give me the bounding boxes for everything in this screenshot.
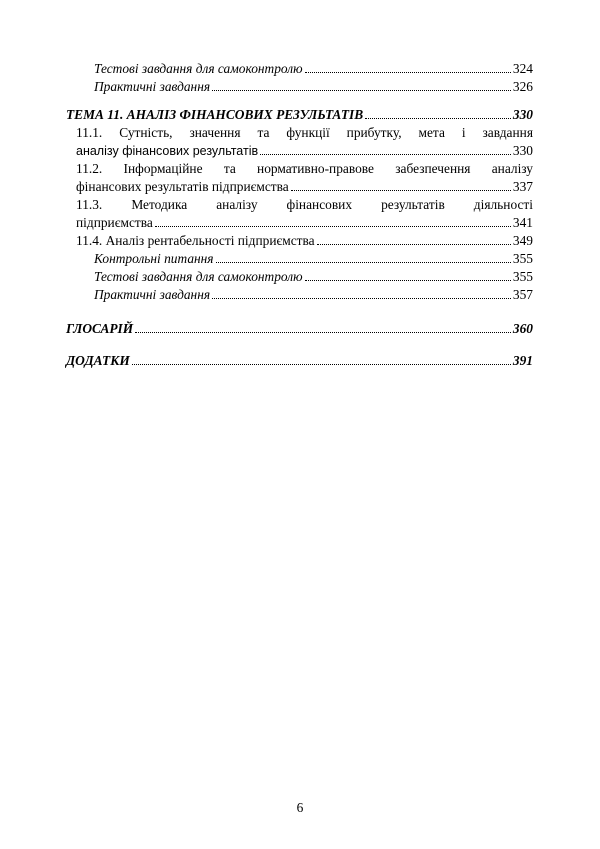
glossary-page: 360 <box>512 321 533 336</box>
section-page: 341 <box>512 215 533 230</box>
toc-entry-page: 326 <box>512 79 533 94</box>
section-title-line1: 11.3. Методика аналізу фінансових результатів діяльності <box>76 197 533 212</box>
dot-leader <box>291 190 511 191</box>
page-number: 6 <box>296 800 304 815</box>
toc-section-11-4[interactable] <box>66 232 533 250</box>
section-title: 11.4. Аналіз рентабельності підприємства <box>76 233 315 248</box>
toc-entry-page: 355 <box>512 269 533 284</box>
section-page: 337 <box>512 179 533 194</box>
dot-leader <box>216 262 511 263</box>
toc-entry[interactable] <box>66 250 533 268</box>
section-title-line2: підприємства <box>76 215 153 230</box>
toc-entry-title: Практичні завдання <box>94 79 211 94</box>
toc-glossary[interactable] <box>66 320 533 338</box>
toc-entry-title: Тестові завдання для самоконтролю <box>94 61 303 76</box>
section-page: 330 <box>512 143 533 158</box>
dot-leader <box>305 280 511 281</box>
chapter-page: 330 <box>512 107 533 122</box>
section-title-line1: 11.1. Сутність, значення та функції прибутку, мета і завдання <box>76 125 533 140</box>
toc-entry[interactable] <box>66 268 533 286</box>
dot-leader <box>132 364 511 365</box>
chapter-title: ТЕМА 11. АНАЛІЗ ФІНАНСОВИХ РЕЗУЛЬТАТІВ <box>66 107 364 122</box>
toc-entry-title: Контрольні питання <box>94 251 214 266</box>
dot-leader <box>135 332 511 333</box>
toc-section-11-2[interactable] <box>66 160 533 196</box>
toc-appendices[interactable] <box>66 352 533 370</box>
toc-entry[interactable] <box>66 78 533 96</box>
toc-entry[interactable] <box>66 60 533 78</box>
toc-entry[interactable] <box>66 286 533 304</box>
dot-leader <box>260 154 511 155</box>
appendices-title: ДОДАТКИ <box>66 353 130 368</box>
dot-leader <box>212 298 511 299</box>
toc-entry-title: Тестові завдання для самоконтролю <box>94 269 303 284</box>
section-title-line2: фінансових результатів підприємства <box>76 179 289 194</box>
toc-section-11-1[interactable] <box>66 124 533 160</box>
section-title-line1: 11.2. Інформаційне та нормативно-правове забезпечення аналізу <box>76 161 533 176</box>
dot-leader <box>305 72 511 73</box>
section-page: 349 <box>512 233 533 248</box>
toc-entry-page: 357 <box>512 287 533 302</box>
dot-leader <box>365 118 511 119</box>
toc-entry-page: 355 <box>512 251 533 266</box>
dot-leader <box>212 90 511 91</box>
dot-leader <box>317 244 511 245</box>
toc-entry-title: Практичні завдання <box>94 287 211 302</box>
toc-entry-page: 324 <box>512 61 533 76</box>
dot-leader <box>155 226 511 227</box>
toc-chapter-11[interactable] <box>66 106 533 124</box>
section-title-line2: аналізу фінансових результатів <box>76 144 259 158</box>
toc-section-11-3[interactable] <box>66 196 533 232</box>
table-of-contents <box>66 60 533 370</box>
glossary-title: ГЛОСАРІЙ <box>66 321 134 336</box>
appendices-page: 391 <box>512 353 533 368</box>
